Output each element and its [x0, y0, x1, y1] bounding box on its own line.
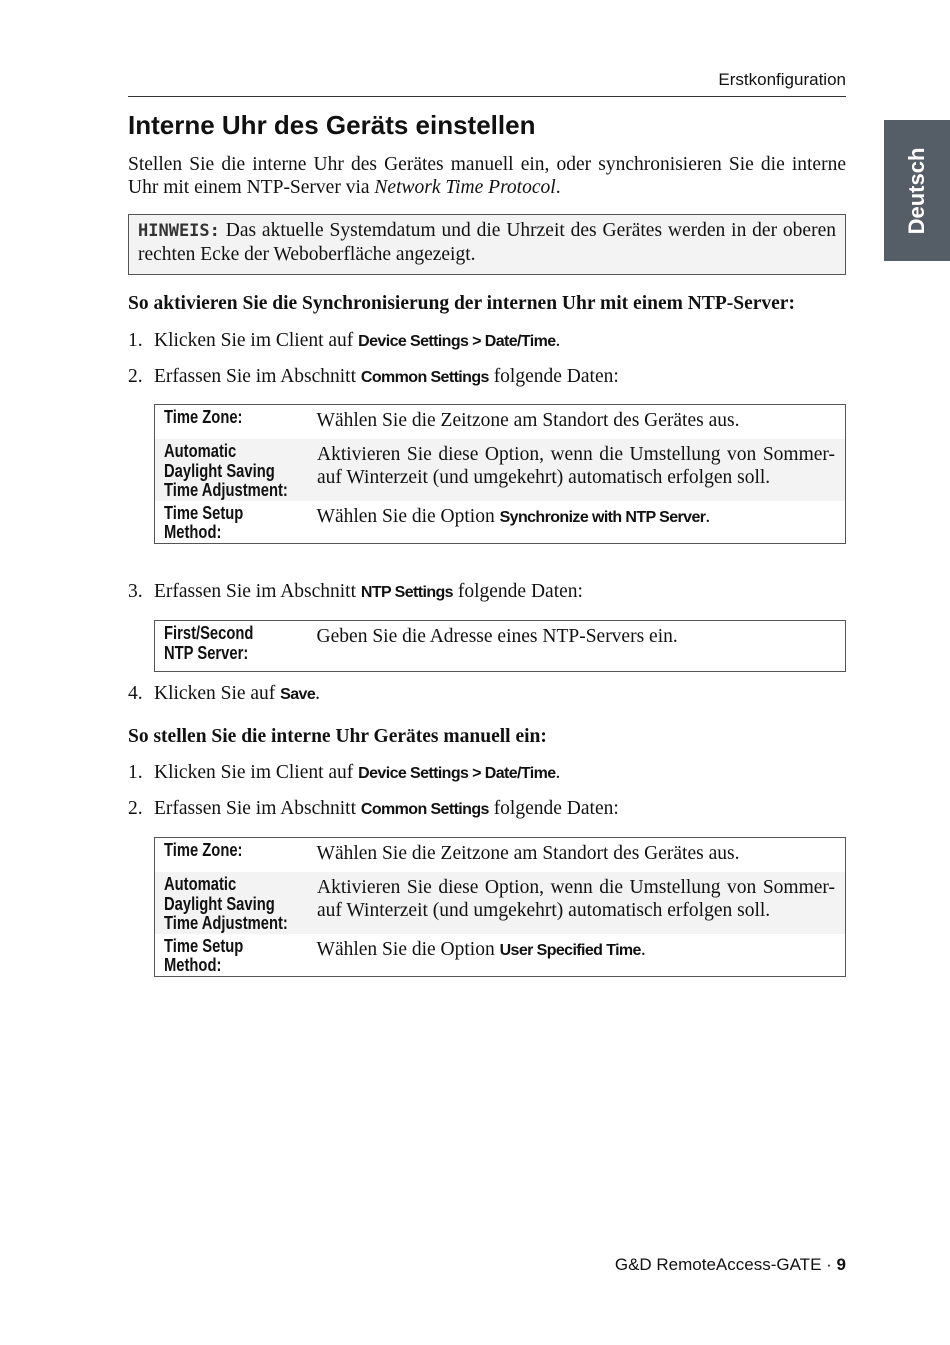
table-row	[155, 501, 845, 543]
field-description: Wählen Sie die Zeitzone am Standort des Gerätes aus.	[316, 843, 740, 864]
field-name	[155, 934, 317, 976]
field-description	[317, 501, 845, 543]
ui-section-name: NTP Settings	[360, 584, 453, 601]
description-text: Wählen Sie die Option	[316, 505, 500, 527]
page-title: Interne Uhr des Geräts einstellen	[128, 110, 536, 140]
field-name-text: Automatic Daylight Saving Time Adjustment:	[164, 441, 288, 500]
table-row	[155, 439, 845, 501]
field-description: Aktivieren Sie diese Option, wenn die Umstellung von Sommer- auf Winterzeit (und umgekehrt) automatisch erfolgen soll.	[317, 877, 835, 921]
option-name: Synchronize with NTP Server	[499, 508, 706, 526]
step-number: 1.	[128, 762, 143, 783]
step-text: folgende Daten:	[488, 366, 619, 387]
step-text: Erfassen Sie im Abschnitt	[154, 581, 361, 602]
field-name-text: Time Zone:	[164, 407, 243, 427]
common-settings-table-manual	[154, 837, 846, 977]
header-rule	[128, 96, 846, 97]
footer-product: G&D RemoteAccess-GATE ·	[614, 1255, 837, 1274]
field-name-text: First/Second NTP Server:	[164, 623, 254, 663]
table-row	[155, 405, 845, 439]
description-text: .	[705, 505, 711, 527]
page-footer	[500, 1255, 846, 1275]
option-name: User Specified Time	[499, 941, 641, 959]
ui-path: Device Settings > Date/Time	[358, 765, 556, 782]
field-name	[155, 621, 317, 671]
step-text: .	[315, 683, 321, 704]
step-text: folgende Daten:	[452, 581, 583, 602]
field-name	[155, 872, 317, 934]
section1-step-2	[128, 366, 619, 388]
intro-paragraph	[128, 153, 846, 199]
field-name	[155, 439, 317, 501]
table-row	[155, 934, 845, 976]
field-description: Aktivieren Sie diese Option, wenn die Umstellung von Sommer- auf Winterzeit (und umgekehrt) automatisch erfolgen soll.	[317, 444, 835, 488]
step-text: Erfassen Sie im Abschnitt	[154, 366, 361, 387]
field-name-text: Time Zone:	[164, 840, 243, 860]
field-name-text: Time Setup Method:	[164, 502, 244, 542]
field-name	[155, 838, 317, 872]
language-tab-label: Deutsch	[904, 147, 929, 234]
section2-heading: So stellen Sie die interne Uhr Gerätes manuell ein:	[128, 726, 547, 747]
table-row	[155, 838, 845, 872]
description-text: Wählen Sie die Option	[316, 938, 500, 960]
field-description	[317, 934, 845, 976]
step-text: Klicken Sie im Client auf	[154, 762, 359, 783]
field-name-text: Time Setup Method:	[164, 935, 244, 975]
field-name	[155, 501, 317, 543]
section1-step-4	[128, 683, 320, 705]
section1-step-3	[128, 581, 583, 603]
step-number: 4.	[128, 683, 143, 704]
step-number: 1.	[128, 330, 143, 351]
section2-step-2	[128, 798, 619, 820]
ntp-settings-table	[154, 620, 846, 672]
field-name	[155, 405, 317, 439]
step-number: 2.	[128, 366, 143, 387]
section1-heading: So aktivieren Sie die Synchronisierung der internen Uhr mit einem NTP-Server:	[128, 293, 795, 314]
step-number: 3.	[128, 581, 143, 602]
section2-step-1	[128, 762, 560, 784]
step-text: .	[555, 330, 561, 351]
ui-section-name: Common Settings	[360, 369, 489, 386]
note-label: HINWEIS:	[138, 221, 220, 241]
intro-end: .	[555, 177, 561, 198]
description-text: .	[640, 938, 646, 960]
field-description: Wählen Sie die Zeitzone am Standort des Gerätes aus.	[316, 410, 740, 431]
language-tab	[884, 120, 950, 261]
step-text: .	[555, 762, 561, 783]
section1-step-1	[128, 330, 560, 352]
step-number: 2.	[128, 798, 143, 819]
page-number: 9	[836, 1255, 846, 1274]
intro-text: Stellen Sie die interne Uhr des Gerätes manuell ein, oder synchronisieren Sie die interne Uhr mit einem NTP-Server via	[128, 154, 846, 198]
table-row	[155, 621, 845, 671]
table-row	[155, 872, 845, 934]
intro-protocol-name: Network Time Protocol	[374, 177, 556, 198]
step-text: Erfassen Sie im Abschnitt	[154, 798, 361, 819]
step-text: Klicken Sie auf	[154, 683, 281, 704]
ui-button-name: Save	[280, 686, 316, 703]
note-text: Das aktuelle Systemdatum und die Uhrzeit des Gerätes werden in der oberen rechten Ecke der Weboberfläche angezeigt.	[138, 220, 836, 265]
note-box	[128, 214, 846, 275]
ui-path: Device Settings > Date/Time	[358, 333, 556, 350]
field-name-text: Automatic Daylight Saving Time Adjustment:	[164, 874, 288, 933]
running-header: Erstkonfiguration	[718, 70, 846, 89]
step-text: folgende Daten:	[488, 798, 619, 819]
common-settings-table-ntp	[154, 404, 846, 544]
ui-section-name: Common Settings	[360, 801, 489, 818]
step-text: Klicken Sie im Client auf	[154, 330, 359, 351]
field-description: Geben Sie die Adresse eines NTP-Servers ein.	[316, 626, 678, 647]
